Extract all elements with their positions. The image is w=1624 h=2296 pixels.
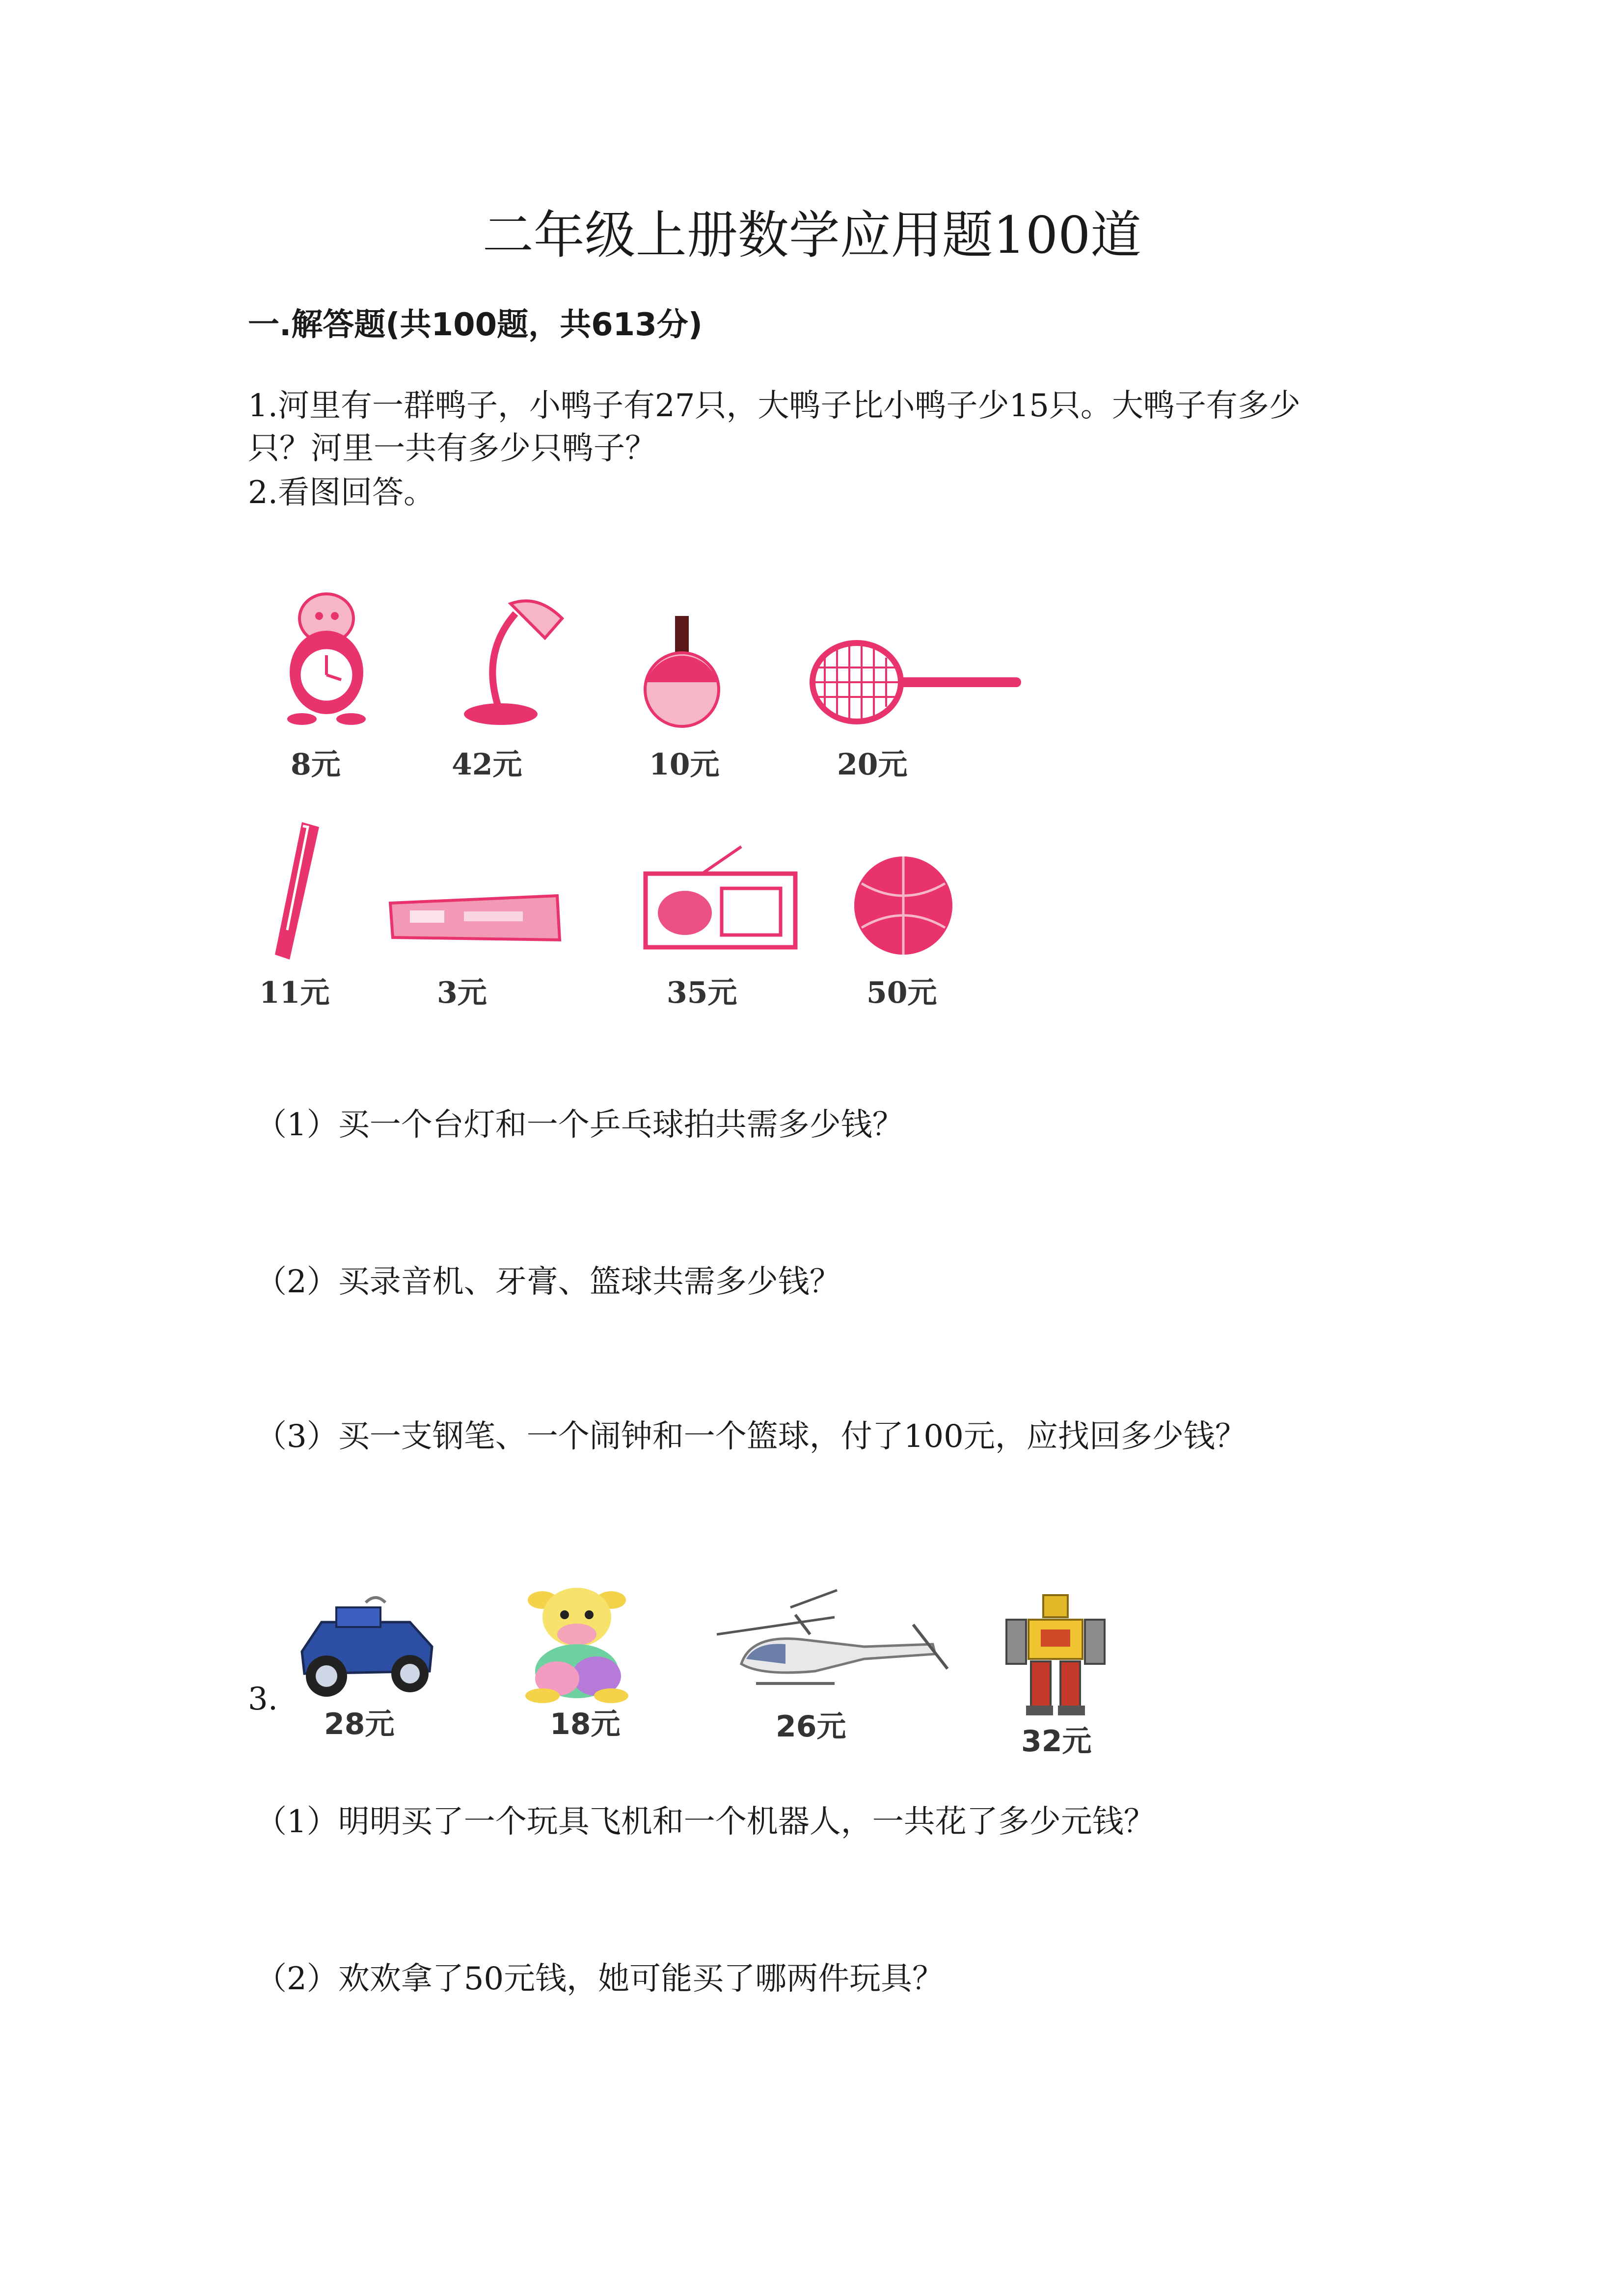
toy-car-icon xyxy=(292,1588,439,1701)
alarm-clock-icon xyxy=(280,589,373,726)
price-alarm-clock: 8元 xyxy=(291,748,341,782)
price-pen: 11元 xyxy=(259,976,330,1010)
question-1-line-1: 1.河里有一群鸭子，小鸭子有27只，大鸭子比小鸭子少15只。大鸭子有多少 xyxy=(248,388,1300,424)
price-badminton-racket: 20元 xyxy=(837,748,908,782)
toy-helicopter-icon xyxy=(717,1585,952,1693)
question-3-sub-2: （2）欢欢拿了50元钱，她可能买了哪两件玩具？ xyxy=(255,1961,944,1997)
price-toy-robot: 32元 xyxy=(1021,1724,1092,1759)
question-2-intro: 2.看图回答。 xyxy=(248,475,435,511)
price-radio: 35元 xyxy=(667,976,737,1010)
question-2-sub-1: （1）买一个台灯和一个乒乓球拍共需多少钱？ xyxy=(255,1107,904,1143)
question-2-sub-2: （2）买录音机、牙膏、篮球共需多少钱？ xyxy=(255,1264,841,1300)
pen-icon xyxy=(263,817,326,964)
price-toy-helicopter: 26元 xyxy=(776,1709,846,1744)
desk-lamp-icon xyxy=(452,584,569,726)
radio-icon xyxy=(643,844,800,952)
question-2-sub-3: （3）买一支钢笔、一个闹钟和一个篮球，付了100元，应找回多少钱？ xyxy=(255,1418,1246,1455)
question-1-line-2: 只？河里一共有多少只鸭子？ xyxy=(248,430,656,467)
price-toy-car: 28元 xyxy=(324,1707,395,1741)
toothpaste-icon xyxy=(390,891,562,945)
ping-pong-paddle-icon xyxy=(641,616,724,729)
badminton-racket-icon xyxy=(810,638,1026,726)
section-heading: 一.解答题(共100题，共613分) xyxy=(248,307,703,343)
page-title: 二年级上册数学应用题100道 xyxy=(482,205,1142,265)
question-3-sub-1: （1）明明买了一个玩具飞机和一个机器人，一共花了多少元钱？ xyxy=(255,1804,1155,1840)
toy-robot-icon xyxy=(1001,1590,1110,1718)
basketball-icon xyxy=(852,854,955,957)
question-3-number: 3. xyxy=(248,1681,278,1717)
price-desk-lamp: 42元 xyxy=(452,748,522,782)
price-ping-pong-paddle: 10元 xyxy=(649,748,720,782)
price-toy-cow: 18元 xyxy=(550,1707,621,1741)
price-toothpaste: 3元 xyxy=(437,976,487,1010)
toy-cow-icon xyxy=(523,1580,631,1703)
price-basketball: 50元 xyxy=(866,976,937,1010)
